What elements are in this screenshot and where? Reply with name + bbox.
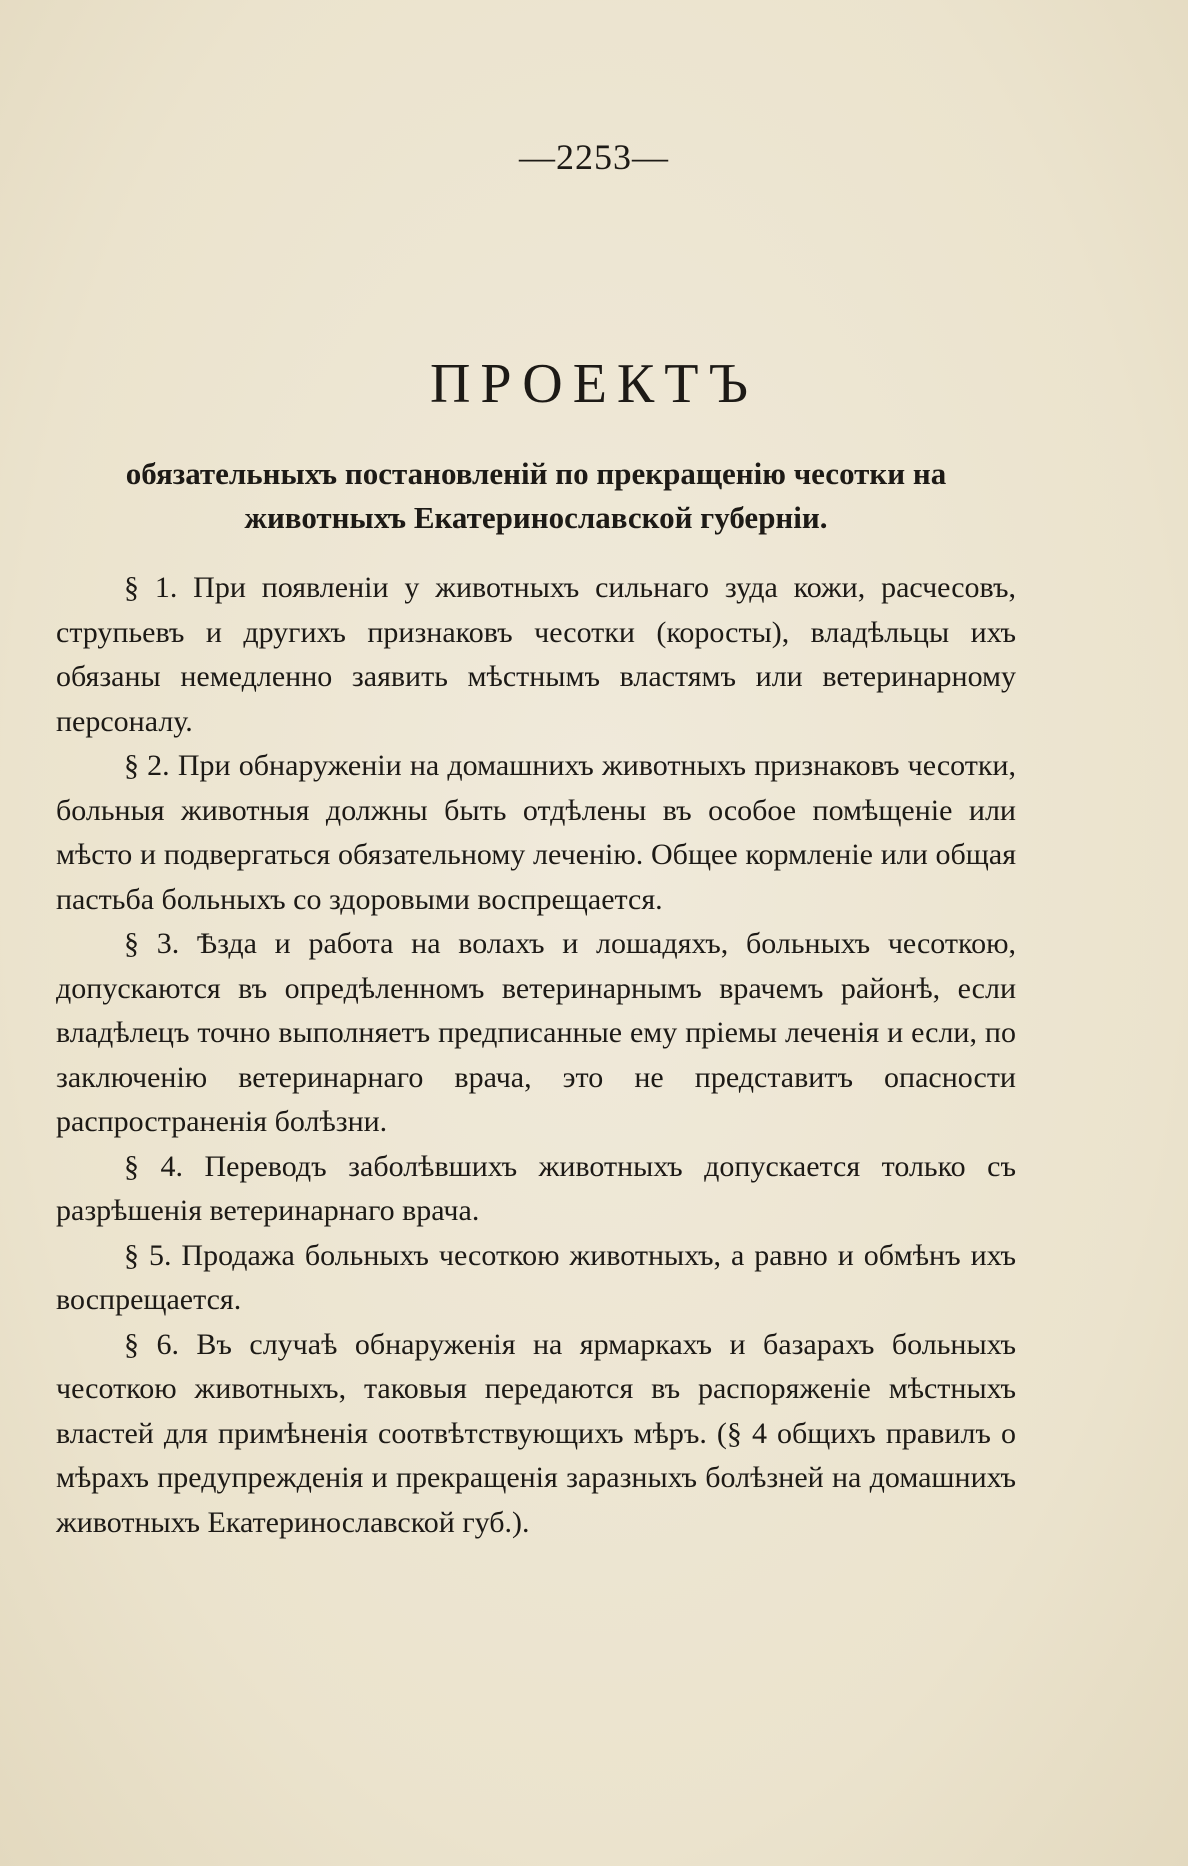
document-subtitle: обязательныхъ постановленій по прекращенію чесотки на животныхъ Екатеринославской губерніи.	[125, 456, 947, 535]
paragraph-section-6: § 6. Въ случаѣ обнаруженія на ярмаркахъ и базарахъ больныхъ чесоткою животныхъ, таковыя передаются въ распоряженіе мѣстныхъ властей для примѣненія соотвѣтствующихъ мѣръ. (§ 4 общихъ правилъ о мѣрахъ предупрежденія и прекращенія заразныхъ болѣзней на домашнихъ животныхъ Екатеринославской губ.).	[56, 1327, 1016, 1539]
document-body	[56, 566, 1016, 1545]
document-title: ПРОЕКТЪ	[429, 353, 758, 415]
paragraph-section-4: § 4. Переводъ заболѣвшихъ животныхъ допускается только съ разрѣшенія ветеринарнаго врача.	[56, 1149, 1016, 1227]
paragraph-section-3: § 3. Ѣзда и работа на волахъ и лошадяхъ, больныхъ чесоткою, допускаются въ опредѣленномъ ветеринарнымъ врачемъ районѣ, если владѣлецъ точно выполняетъ предписанные ему пріемы леченія и если, по заключенію ветеринарнаго врача, это не представитъ опасности распространенія болѣзни.	[56, 927, 1016, 1138]
paragraph-section-5: § 5. Продажа больныхъ чесоткою животныхъ, а равно и обмѣнъ ихъ воспрещается.	[56, 1238, 1016, 1316]
page-number: —2253—	[519, 137, 669, 177]
paragraph-section-2: § 2. При обнаруженіи на домашнихъ животныхъ признаковъ чесотки, больныя животныя должны быть отдѣлены въ особое помѣщеніе или мѣсто и подвергаться обязательному леченію. Общее кормленіе или общая пастьба больныхъ со здоровыми воспрещается.	[56, 749, 1016, 916]
paragraph-section-1: § 1. При появленіи у животныхъ сильнаго зуда кожи, расчесовъ, струпьевъ и другихъ признаковъ чесотки (коросты), владѣльцы ихъ обязаны немедленно заявить мѣстнымъ властямъ или ветеринарному персоналу.	[56, 571, 1016, 738]
